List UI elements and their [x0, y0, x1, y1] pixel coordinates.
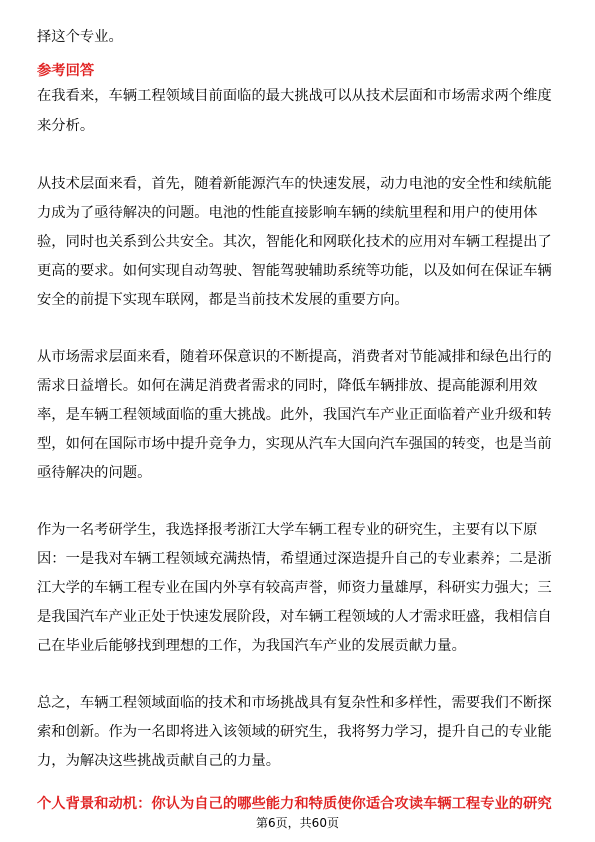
text-line: 择这个专业。 [37, 29, 123, 45]
text-line: 力，为解决这些挑战贡献自己的力量。 [37, 753, 281, 769]
text-line: 从市场需求层面来看，随着环保意识的不断提高，消费者对节能减排和绿色出行的 [37, 349, 552, 365]
section-heading-reference-answer: 参考回答 [37, 63, 95, 79]
text-line: 己在毕业后能够找到理想的工作，为我国汽车产业的发展贡献力量。 [37, 638, 466, 654]
text-line: 更高的要求。如何实现自动驾驶、智能驾驶辅助系统等功能，以及如何在保证车辆 [37, 263, 552, 279]
text-line: 率，是车辆工程领域面临的重大挑战。此外，我国汽车产业正面临着产业升级和转 [37, 407, 552, 423]
page-number: 第6页，共60页 [256, 816, 339, 830]
text-line: 亟待解决的问题。 [37, 465, 152, 481]
text-line: 型，如何在国际市场中提升竞争力，实现从汽车大国向汽车强国的转变，也是当前 [37, 436, 552, 452]
text-line: 是我国汽车产业正处于快速发展阶段，对车辆工程领域的人才需求旺盛，我相信自 [37, 609, 552, 625]
text-line: 安全的前提下实现车联网，都是当前技术发展的重要方向。 [37, 292, 409, 308]
text-line: 总之，车辆工程领域面临的技术和市场挑战具有复杂性和多样性，需要我们不断探 [37, 695, 552, 711]
text-line: 江大学的车辆工程专业在国内外享有较高声誉，师资力量雄厚，科研实力强大；三 [37, 580, 552, 596]
text-line: 从技术层面来看，首先，随着新能源汽车的快速发展，动力电池的安全性和续航能 [37, 176, 552, 192]
text-line: 因：一是我对车辆工程领域充满热情，希望通过深造提升自己的专业素养；二是浙 [37, 551, 552, 567]
text-line: 索和创新。作为一名即将进入该领域的研究生，我将努力学习，提升自己的专业能 [37, 724, 552, 740]
text-line: 需求日益增长。如何在满足消费者需求的同时，降低车辆排放、提高能源利用效 [37, 378, 538, 394]
section-heading-personal-background: 个人背景和动机：你认为自己的哪些能力和特质使你适合攻读车辆工程专业的研究 [37, 796, 552, 812]
text-line: 在我看来，车辆工程领域目前面临的最大挑战可以从技术层面和市场需求两个维度 [37, 88, 552, 104]
text-line: 验，同时也关系到公共安全。其次，智能化和网联化技术的应用对车辆工程提出了 [37, 234, 552, 250]
text-line: 作为一名考研学生，我选择报考浙江大学车辆工程专业的研究生，主要有以下原 [37, 522, 538, 538]
text-line: 力成为了亟待解决的问题。电池的性能直接影响车辆的续航里程和用户的使用体 [37, 205, 538, 221]
text-line: 来分析。 [37, 118, 95, 134]
